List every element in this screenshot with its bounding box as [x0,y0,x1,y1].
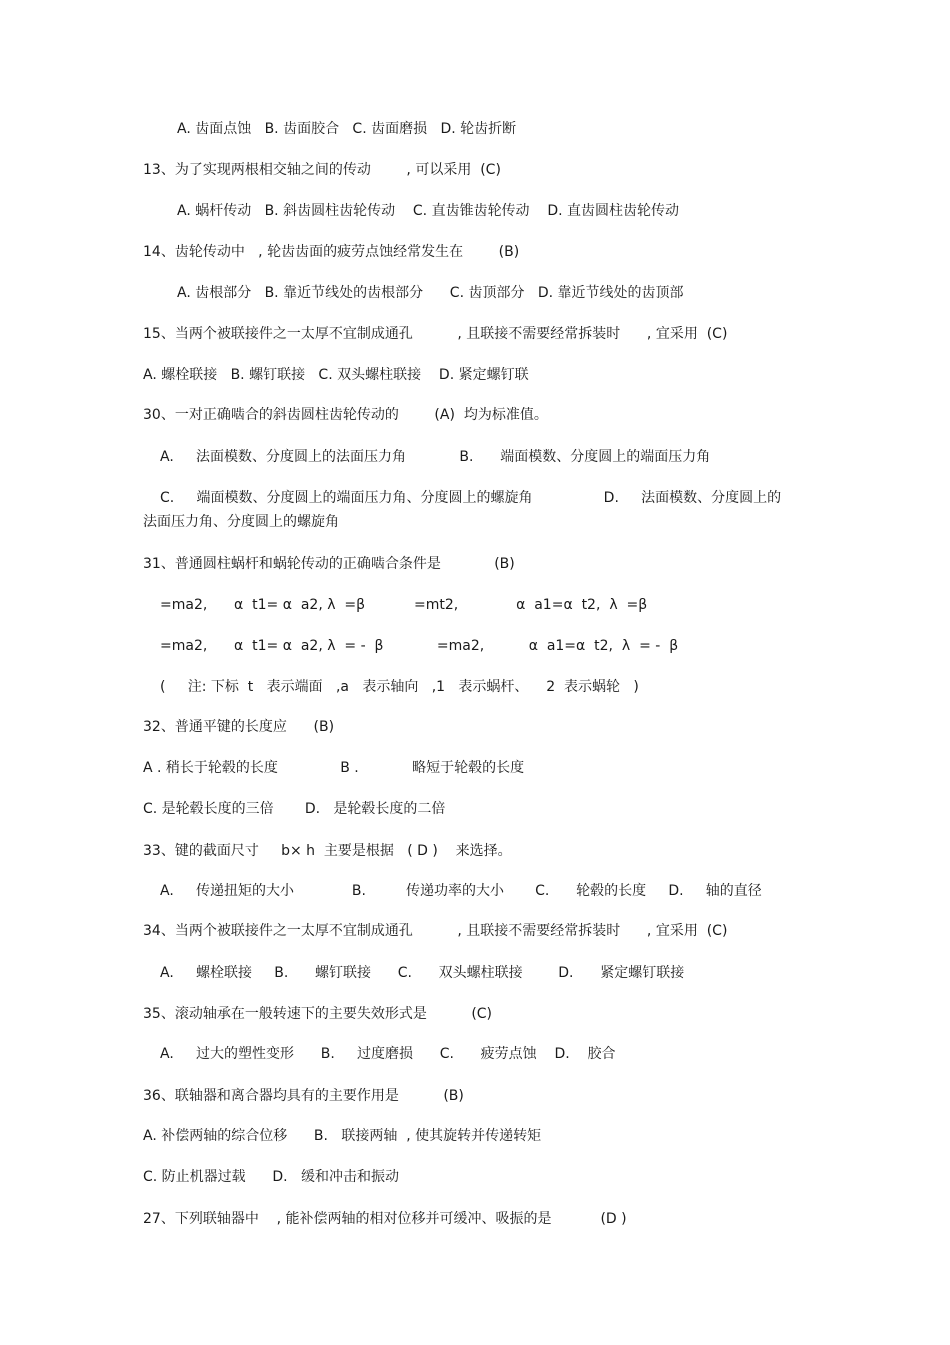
q32-options-cd: C. 是轮毂长度的三倍 D. 是轮毂长度的二倍 [143,801,446,817]
q30-options-ab: A. 法面模数、分度圆上的法面压力角 B. 端面模数、分度圆上的端面压力角 [160,449,711,465]
q31-options-line1: =ma2, α t1= α a2, λ =β =mt2, α a1=α t2, λ =β [160,597,648,613]
q13-options: A. 蜗杆传动 B. 斜齿圆柱齿轮传动 C. 直齿锥齿轮传动 D. 直齿圆柱齿轮传动 [177,203,680,219]
q31-question: 31、普通圆柱蜗杆和蜗轮传动的正确啮合条件是 (B) [143,556,515,572]
q14-question: 14、齿轮传动中 , 轮齿齿面的疲劳点蚀经常发生在 (B) [143,244,520,260]
q31-options-line2: =ma2, α t1= α a2, λ = - β =ma2, α a1=α t2, λ = - β [160,638,679,654]
q30-question: 30、一对正确啮合的斜齿圆柱齿轮传动的 (A) 均为标准值。 [143,407,548,423]
q33-options: A. 传递扭矩的大小 B. 传递功率的大小 C. 轮毂的长度 D. 轴的直径 [160,883,762,899]
q14-options: A. 齿根部分 B. 靠近节线处的齿根部分 C. 齿顶部分 D. 靠近节线处的齿顶部 [177,285,684,301]
q34-options: A. 螺栓联接 B. 螺钉联接 C. 双头螺柱联接 D. 紧定螺钉联接 [160,965,685,981]
q32-options-ab: A . 稍长于轮毂的长度 B . 略短于轮毂的长度 [143,760,525,776]
q32-question: 32、普通平键的长度应 (B) [143,719,335,735]
q13-question: 13、为了实现两根相交轴之间的传动 , 可以采用 (C) [143,162,501,178]
q35-options: A. 过大的塑性变形 B. 过度磨损 C. 疲劳点蚀 D. 胶合 [160,1046,616,1062]
q34-question: 34、当两个被联接件之一太厚不宜制成通孔 , 且联接不需要经常拆装时 , 宜采用 (C) [143,923,728,939]
q15-options: A. 螺栓联接 B. 螺钉联接 C. 双头螺柱联接 D. 紧定螺钉联 [143,367,529,383]
q30-options-cd-cont: 法面压力角、分度圆上的螺旋角 [143,514,339,530]
q15-question: 15、当两个被联接件之一太厚不宜制成通孔 , 且联接不需要经常拆装时 , 宜采用 (C) [143,326,728,342]
q12-options: A. 齿面点蚀 B. 齿面胶合 C. 齿面磨损 D. 轮齿折断 [177,121,517,137]
q35-question: 35、滚动轴承在一般转速下的主要失效形式是 (C) [143,1006,493,1022]
q33-question: 33、键的截面尺寸 b× h 主要是根据 ( D ) 来选择。 [143,843,512,859]
q36-options-cd: C. 防止机器过载 D. 缓和冲击和振动 [143,1169,399,1185]
q36-question: 36、联轴器和离合器均具有的主要作用是 (B) [143,1088,464,1104]
q30-options-cd: C. 端面模数、分度圆上的端面压力角、分度圆上的螺旋角 D. 法面模数、分度圆上的 [160,490,782,506]
q31-note: ( 注: 下标 t 表示端面 ,a 表示轴向 ,1 表示蜗杆、 2 表示蜗轮 ) [160,679,639,695]
q27-question: 27、下列联轴器中 , 能补偿两轴的相对位移并可缓冲、吸振的是 (D ) [143,1211,627,1227]
q36-options-ab: A. 补偿两轴的综合位移 B. 联接两轴 , 使其旋转并传递转矩 [143,1128,542,1144]
